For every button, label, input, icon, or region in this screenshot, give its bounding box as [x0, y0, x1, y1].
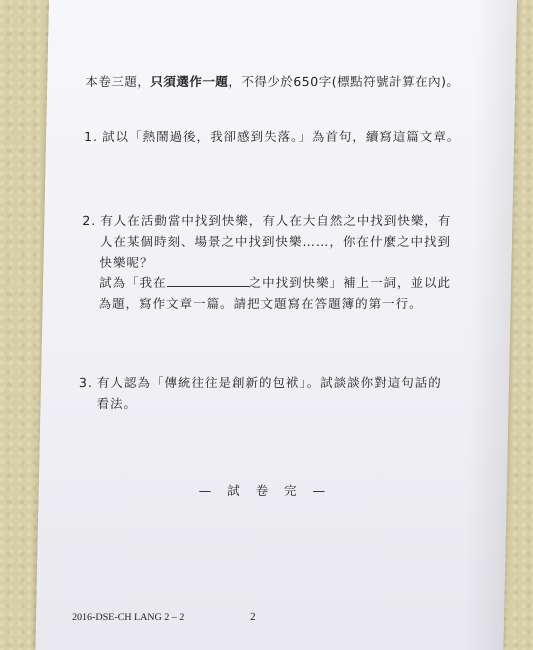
- question-3-line-1: 有人認為「傳統往往是創新的包袱」。試談談你對這句話的: [96, 375, 442, 390]
- exam-paper-page: [35, 0, 517, 650]
- question-3-number: 3.: [78, 375, 94, 390]
- instructions-suffix: ，不得少於650字(標點符號計算在內)。: [228, 74, 460, 89]
- question-2: [81, 210, 451, 273]
- subtask-after-blank: 之中找到快樂」補上一詞，並以此: [248, 275, 452, 290]
- subtask-line-2: 為題，寫作文章一篇。請把文題寫在答題簿的第一行。: [98, 296, 423, 311]
- page-shadow: [463, 0, 517, 650]
- question-3: [78, 372, 442, 414]
- question-2-line-3: 快樂呢？: [99, 255, 154, 270]
- question-2-line-2: 人在某個時刻、場景之中找到快樂……，你在什麼之中找到: [99, 234, 452, 249]
- instructions-text: [85, 72, 460, 90]
- question-3-line-2: 看法。: [96, 396, 138, 411]
- question-2-subtask: [80, 272, 451, 314]
- fill-in-blank: [167, 274, 249, 287]
- instructions-prefix: 本卷三題，: [85, 74, 151, 89]
- question-1-text: 試以「熱鬧過後，我卻感到失落。」為首句，續寫這篇文章。: [101, 129, 461, 144]
- question-2-number: 2.: [82, 213, 97, 228]
- subtask-before-blank: 試為「我在: [98, 275, 167, 290]
- page-number: 2: [249, 611, 256, 623]
- instructions-bold: 只須選作一題: [150, 74, 229, 89]
- paper-code: 2016-DSE-CH LANG 2 – 2: [71, 612, 185, 623]
- question-1-number: 1.: [83, 129, 99, 144]
- question-1: [84, 126, 461, 147]
- end-of-paper-marker: — 試 卷 完 —: [198, 483, 332, 498]
- question-2-line-1: 有人在活動當中找到快樂，有人在大自然之中找到快樂，有: [100, 213, 452, 228]
